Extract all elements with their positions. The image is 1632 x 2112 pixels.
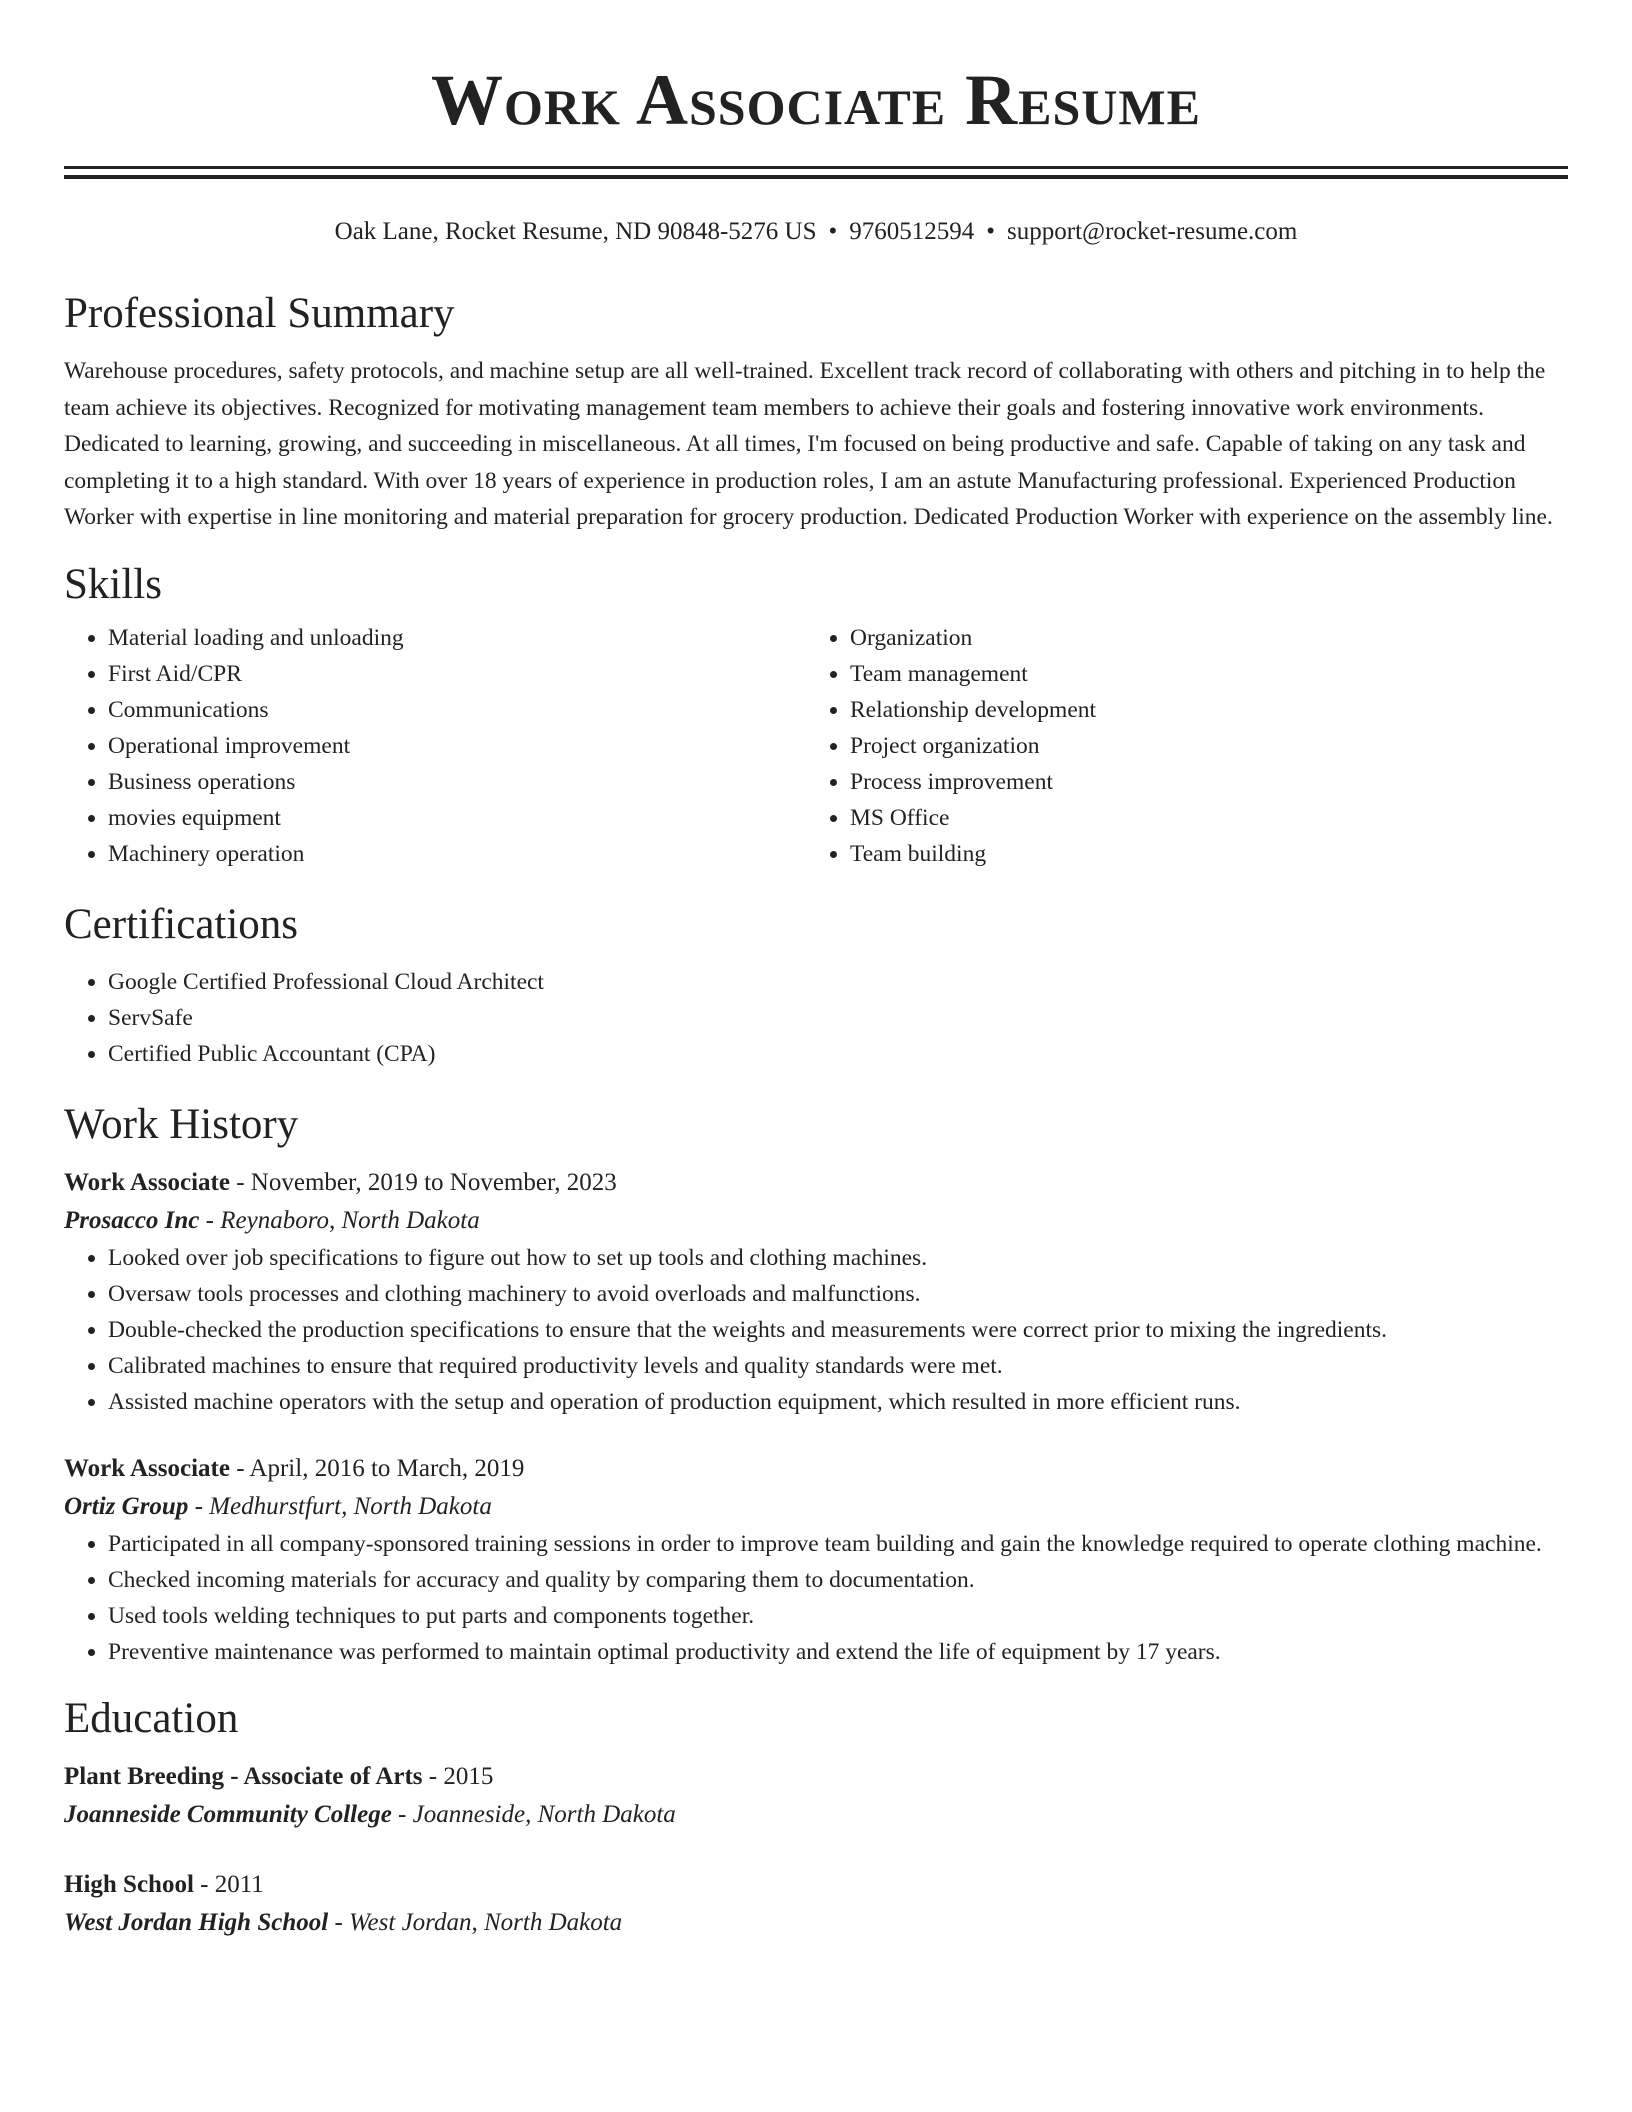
education-location: Joanneside, North Dakota [412,1800,676,1828]
skill-item: • movies equipment [108,800,806,836]
resume-title: Work Associate Resume [431,60,1201,140]
certifications-heading: Certifications [64,900,299,948]
job-duties-list [64,1240,1568,1420]
summary-text: Warehouse procedures, safety protocols, and machine setup are all well-trained. Excellent track record of collaborating with others and pitching in to help the team achieve its objectives. Recognized for motivating management team members to achieve their goals and fostering innovative work environments. Dedicated to learning, growing, and succeeding in miscellaneous. At all times, I'm focused on being productive and safe. Capable of taking on any task and completing it to a high standard. With over 18 years of experience in production roles, I am an astute Manufacturing professional. Experienced Production Worker with expertise in line monitoring and material preparation for grocery production. Dedicated Production Worker with experience on the assembly line. [64,358,1553,530]
contact-address: Oak Lane, Rocket Resume, ND 90848-5276 US [334,218,817,245]
job-duty: • Used tools welding techniques to put parts and components together. [108,1598,1568,1634]
skill-item: • Relationship development [850,692,1548,728]
job-title: Work Associate [64,1454,230,1482]
job-duty: • Preventive maintenance was performed to maintain optimal productivity and extend the life of equipment by 17 years. [108,1634,1568,1670]
job-duty: • Oversaw tools processes and clothing machinery to avoid overloads and malfunctions. [108,1276,1568,1312]
education-year: 2015 [443,1762,494,1790]
job-dates: November, 2019 to November, 2023 [250,1168,617,1196]
skills-list-left [64,620,806,872]
education-entry [64,1866,1568,1942]
education-degree: Plant Breeding - Associate of Arts [64,1762,423,1790]
skills-grid [64,620,1568,872]
summary-section [64,289,1568,536]
education-year: 2011 [214,1870,264,1898]
title-divider-top [64,166,1568,169]
certification-item: • Google Certified Professional Cloud Architect [108,964,1568,1000]
education-heading: Education [64,1694,239,1742]
skill-item: • Operational improvement [108,728,806,764]
certifications-section [64,900,1568,1072]
job-duties-list [64,1526,1568,1670]
skill-item: • Team management [850,656,1548,692]
job-duty: • Assisted machine operators with the setup and operation of production equipment, which resulted in more efficient runs. [108,1384,1568,1420]
job-duty: • Double-checked the production specifications to ensure that the weights and measurements were correct prior to mixing the ingredients. [108,1312,1568,1348]
skills-list-right [806,620,1548,872]
job-location: Medhurstfurt, North Dakota [209,1492,492,1520]
job-title-line: Work Associate - November, 2019 to November, 2023 [64,1168,617,1196]
work-history-section [64,1100,1568,1670]
education-degree-line: High School - 2011 [64,1870,264,1898]
certifications-list [64,964,1568,1072]
certification-item: • Certified Public Accountant (CPA) [108,1036,1568,1072]
education-school-line: Joanneside Community College - Joanneside, North Dakota [64,1800,676,1828]
education-location: West Jordan, North Dakota [349,1908,623,1936]
work-history-heading: Work History [64,1100,299,1148]
contact-line [64,215,1568,249]
skill-item: • Communications [108,692,806,728]
skill-item: • Material loading and unloading [108,620,806,656]
education-section [64,1694,1568,1942]
skill-item: • Machinery operation [108,836,806,872]
certification-item: • ServSafe [108,1000,1568,1036]
education-degree: High School [64,1870,194,1898]
skill-item: • Team building [850,836,1548,872]
education-school-line: West Jordan High School - West Jordan, North Dakota [64,1908,623,1936]
summary-heading: Professional Summary [64,290,455,337]
skill-item: • MS Office [850,800,1548,836]
job-dates: April, 2016 to March, 2019 [249,1454,525,1482]
skills-column-right [806,620,1548,872]
job-duty: • Calibrated machines to ensure that required productivity levels and quality standards were met. [108,1348,1568,1384]
job-duty: • Checked incoming materials for accuracy and quality by comparing them to documentation. [108,1562,1568,1598]
job-duty: • Participated in all company-sponsored training sessions in order to improve team building and gain the knowledge required to operate clothing machine. [108,1526,1568,1562]
skill-item: • Organization [850,620,1548,656]
education-degree-line: Plant Breeding - Associate of Arts - 2015 [64,1762,494,1790]
skill-item: • Business operations [108,764,806,800]
education-school: West Jordan High School [64,1908,329,1936]
job-company: Ortiz Group [64,1492,189,1520]
job-entry [64,1450,1568,1670]
job-company-line: Ortiz Group - Medhurstfurt, North Dakota [64,1492,492,1520]
job-location: Reynaboro, North Dakota [220,1206,480,1234]
education-entry [64,1758,1568,1834]
contact-phone: 9760512594 [849,218,975,245]
job-entry [64,1164,1568,1420]
skill-item: • Process improvement [850,764,1548,800]
skills-section [64,560,1568,872]
education-school: Joanneside Community College [64,1800,392,1828]
skills-column-left [64,620,806,872]
skill-item: • Project organization [850,728,1548,764]
job-company: Prosacco Inc [64,1206,200,1234]
skills-heading: Skills [64,560,162,608]
contact-separator: • [986,218,996,245]
job-company-line: Prosacco Inc - Reynaboro, North Dakota [64,1206,480,1234]
job-title-line: Work Associate - April, 2016 to March, 2019 [64,1454,525,1482]
skill-item: • First Aid/CPR [108,656,806,692]
title-divider-bottom [64,175,1568,179]
job-title: Work Associate [64,1168,230,1196]
contact-email: support@rocket-resume.com [1007,218,1298,245]
job-duty: • Looked over job specifications to figure out how to set up tools and clothing machines. [108,1240,1568,1276]
contact-separator: • [828,218,838,245]
